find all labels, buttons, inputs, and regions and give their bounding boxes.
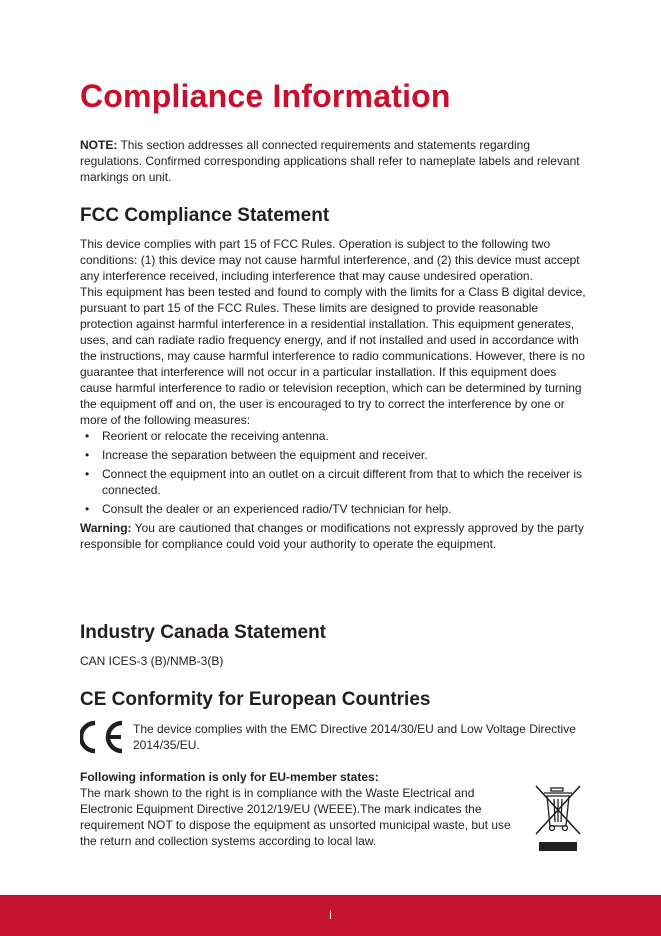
weee-text: The mark shown to the right is in compliance with the Waste Electrical and Electronic Equipment Directive 2012/19/EU (WEEE).The mark indicates the requirement NOT to dispose the equipment as unsorted municipal waste, but use the return and collection systems according to local law.: [80, 786, 511, 848]
eu-heading: Following information is only for EU-member states:: [80, 770, 379, 784]
note-text: This section addresses all connected requirements and statements regarding regulations. Confirmed corresponding applications shall refer to nameplate labels and relevant markings on unit.: [80, 138, 580, 184]
page-footer: [0, 895, 661, 936]
ce-mark-icon: [80, 720, 126, 754]
fcc-measures-list: [80, 428, 586, 517]
page-title: Compliance Information: [80, 78, 451, 114]
eu-section: [80, 769, 586, 849]
warning-label: Warning:: [80, 521, 132, 535]
ic-heading: Industry Canada Statement: [80, 622, 326, 643]
warning-text: You are cautioned that changes or modifications not expressly approved by the party responsible for compliance could void your authority to operate the equipment.: [80, 521, 584, 551]
list-item: • Connect the equipment into an outlet on a circuit different from that to which the receiver is connected.: [80, 466, 586, 498]
ic-text: CAN ICES-3 (B)/NMB-3(B): [80, 654, 224, 668]
fcc-paragraph-2: This equipment has been tested and found to comply with the limits for a Class B digital device, pursuant to part 15 of the FCC Rules. These limits are designed to provide reasonable protection against harmful interference in a residential installation. This equipment generates, uses, and can radiate radio frequency energy, and if not installed and used in accordance with the instructions, may cause harmful interference to radio communications. However, there is no guarantee that interference will not occur in a particular installation. If this equipment does cause harmful interference to radio or television reception, which can be determined by turning the equipment off and on, the user is encouraged to try to correct the interference by one or more of the following measures:: [80, 285, 586, 427]
list-item: • Reorient or relocate the receiving antenna.: [80, 428, 586, 444]
warning-paragraph: [80, 520, 586, 552]
weee-bin-icon: [532, 784, 584, 854]
fcc-paragraph-1: This device complies with part 15 of FCC Rules. Operation is subject to the following two conditions: (1) this device may not cause harmful interference, and (2) this device must accept any interference received, including interference that may cause undesired operation.: [80, 237, 580, 283]
ce-text: The device complies with the EMC Directive 2014/30/EU and Low Voltage Directive 2014/35/EU.: [133, 722, 576, 752]
page-number: i: [329, 908, 332, 922]
fcc-section: [80, 236, 586, 552]
ce-heading: CE Conformity for European Countries: [80, 689, 431, 710]
list-item: • Increase the separation between the equipment and receiver.: [80, 447, 586, 463]
list-item: • Consult the dealer or an experienced radio/TV technician for help.: [80, 501, 586, 517]
note-label: NOTE:: [80, 138, 118, 152]
fcc-heading: FCC Compliance Statement: [80, 205, 330, 226]
note-paragraph: [80, 137, 586, 185]
